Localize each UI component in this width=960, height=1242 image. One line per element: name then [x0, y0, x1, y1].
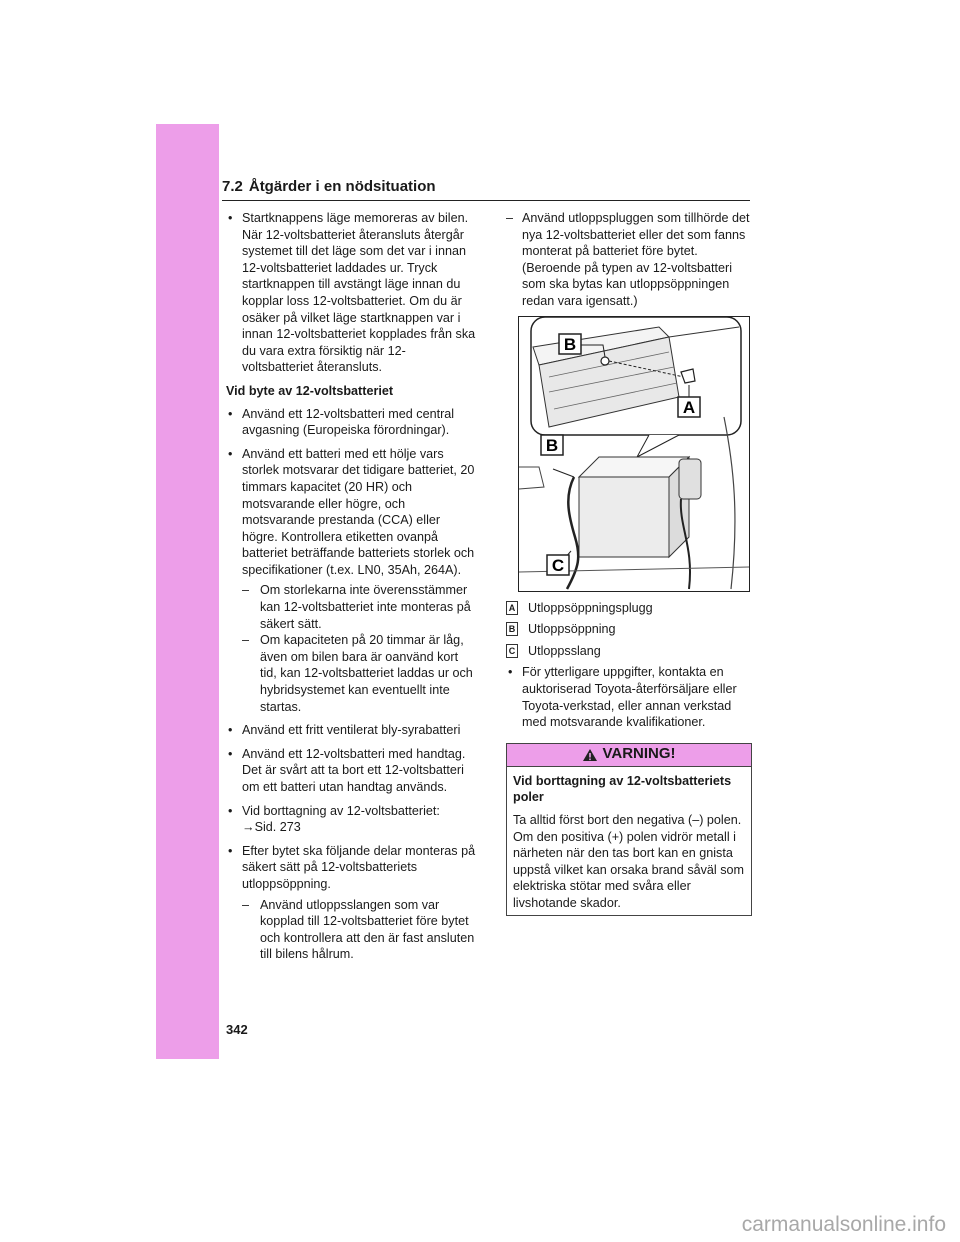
chapter-side-tab	[156, 124, 219, 1059]
warning-bar	[507, 744, 751, 767]
legend-key: A	[506, 601, 518, 615]
page-reference-link[interactable]: →Sid. 273	[242, 820, 301, 835]
footer-watermark: carmanualsonline.info	[741, 1213, 946, 1236]
legend-text: Utloppsöppning	[528, 622, 616, 637]
section-title: Åtgärder i en nödsituation	[248, 178, 436, 195]
callout-pointer	[637, 435, 679, 457]
warning-triangle-icon	[582, 748, 598, 762]
bracket-left	[519, 467, 544, 489]
left-column	[226, 210, 476, 963]
dash-size-mismatch-text: Om storlekarna inte överensstämmer kan 12-voltsbatteriet inte monteras på säkert sätt.	[260, 583, 471, 631]
legend-text: Utloppsslang	[528, 643, 601, 658]
label-a: A	[682, 397, 696, 417]
dash-drain-plug	[506, 210, 752, 310]
bullet-after-replacement: • Efter bytet ska följande delar monteras på säkert sätt på 12-voltsbatteriets utloppsöppning.	[226, 843, 476, 893]
label-b-mid: B	[545, 435, 559, 455]
legend-key: B	[506, 622, 518, 636]
dash-drain-hose	[226, 897, 476, 963]
body-panel-line	[724, 417, 735, 589]
bullet-start-button-memory: • Startknappens läge memoreras av bilen. När 12-voltsbatteriet återansluts återgår systemet till det läge som det var i innan 12-voltsbatteriet laddades ur. Tryck startknappen till avstängt läge innan du kopplar loss 12-voltsbatteriet. Om du är osäker på vilket läge startknappen var i innan 12-voltsbatteriet kopplades från ska du vara extra försiktig när 12-voltsbatteriet återansluts.	[226, 210, 476, 376]
warning-body	[507, 767, 751, 916]
label-c: C	[551, 555, 565, 575]
bullet-removal	[226, 803, 476, 836]
vent-hole	[601, 357, 609, 365]
bullet-ventilated-battery: • Använd ett fritt ventilerat bly-syrabatteri	[226, 722, 476, 739]
dash-low-capacity	[226, 632, 476, 715]
bullet-battery-size	[226, 446, 476, 579]
warning-label: VARNING!	[602, 745, 676, 763]
section-header	[222, 176, 750, 201]
terminal-cover	[679, 459, 701, 499]
dash-mark: –	[506, 211, 514, 225]
bullet-battery-size-text: Använd ett batteri med ett hölje vars storlek motsvarar det tidigare batteriet, 20 timmars kapacitet (20 HR) och motsvarande eller högre, och motsvarande prestanda (CCA) eller högre. Kontrollera etiketten ovanpå batteriet beträffande batteriets storlek och specifikationer (t.ex. LN0, 35Ah, 264A).	[242, 446, 475, 577]
legend-key: C	[506, 644, 518, 658]
label-b-top: B	[563, 334, 577, 354]
dash-mark: –	[242, 583, 250, 598]
page-number: 342	[226, 1022, 248, 1037]
dash-mark: –	[242, 633, 250, 648]
bullet-further-info: • För ytterligare uppgifter, kontakta en auktoriserad Toyota-återförsäljare eller Toyota-verkstad, eller annan verkstad med motsvarande kvalifikationer.	[506, 664, 752, 730]
bullet-handle: • Använd ett 12-voltsbatteri med handtag. Det är svårt att ta bort ett 12-voltsbatteri om ett batteri utan handtag används.	[226, 746, 476, 796]
dash-drain-hose-text: Använd utloppsslangen som var kopplad till 12-voltsbatteriet före bytet och kontrollera att den är fast ansluten till bilens hålrum.	[260, 897, 475, 962]
section-number: 7.2	[222, 178, 243, 195]
leader-line-b-mid	[553, 469, 574, 477]
dash-mark: –	[242, 897, 250, 912]
dash-low-capacity-text: Om kapaciteten på 20 timmar är låg, även om bilen bara är oanvänd kort tid, kan 12-voltsbatteriet laddas ur och hybridsystemet kan eventuellt inte startas.	[260, 633, 473, 714]
battery-body	[579, 477, 669, 557]
bullet-removal-text: Vid borttagning av 12-voltsbatteriet:	[242, 803, 440, 818]
subheading-battery-replacement: Vid byte av 12-voltsbatteriet	[226, 383, 394, 398]
legend-item	[506, 621, 752, 638]
dash-size-mismatch	[226, 582, 476, 632]
legend-text: Utloppsöppningsplugg	[528, 600, 653, 615]
battery-vent-drawing	[519, 317, 749, 591]
warning-text: Ta alltid först bort den negativa (–) polen. Om den positiva (+) polen vidrör metall i närheten när den tas bort kan en gnista uppstå vilket kan orsaka brand såväl som elektriska stötar med svåra eller livshotande skador.	[513, 812, 745, 910]
warning-box	[506, 743, 752, 917]
dash-drain-plug-text: Använd utloppspluggen som tillhörde det nya 12-voltsbatteriet eller det som fanns monterat på batteriet före bytet. (Beroende på typen av 12-voltsbatteri som ska bytas kan utloppsöppningen redan vara igensatt.)	[522, 211, 750, 308]
battery-vent-illustration	[518, 316, 750, 592]
right-column	[506, 210, 752, 916]
legend-item	[506, 643, 752, 660]
legend-item	[506, 600, 752, 617]
legend	[506, 600, 752, 660]
bullet-central-venting: • Använd ett 12-voltsbatteri med central avgasning (Europeiska förordningar).	[226, 406, 476, 439]
warning-title: Vid borttagning av 12-voltsbatteriets poler	[513, 773, 732, 805]
